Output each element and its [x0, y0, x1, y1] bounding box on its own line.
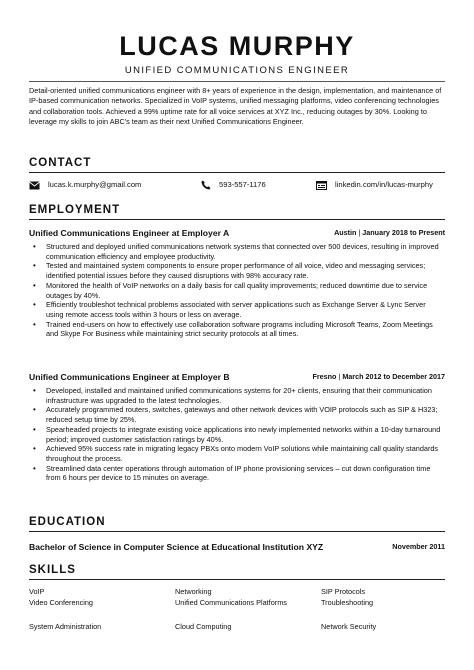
meta-separator: |: [358, 228, 363, 237]
job-entry: [29, 370, 445, 483]
job-bullets: [29, 242, 445, 339]
education-entry: [29, 540, 445, 554]
contact-phone[interactable]: [201, 178, 266, 192]
job-bullet: • Structured and deployed unified communications network systems that connected over 500 devices, resulting in improved communication efficiency and employee productivity.: [29, 242, 445, 261]
job-bullet: • Accurately programmed routers, switches, gateways and other network devices with VOIP protocols such as SIP & H323; reduced setup time by 25%.: [29, 405, 445, 424]
job-bullet: • Spearheaded projects to integrate existing voice applications into newly implemented networks within a 10-day turnaround period; improved customer satisfaction ratings by 40%.: [29, 425, 445, 444]
header-divider: [29, 81, 445, 82]
skill-item: Cloud Computing: [175, 622, 232, 631]
phone-icon: [201, 180, 211, 190]
job-dates: January 2018 to Present: [362, 228, 445, 237]
contact-divider: [29, 172, 445, 173]
job-bullet: • Tested and maintained system components to ensure proper performance of all voice, video and messaging services; identified potential issues before they caused disruptions with 98% accuracy rate.: [29, 261, 445, 280]
employment-divider: [29, 219, 445, 220]
job-bullet: • Trained end-users on how to effectively use collaboration software programs including Microsoft Teams, Zoom Meetings and Skype For Business while maintaining strict security protocols at all times.: [29, 320, 445, 339]
candidate-name: LUCAS MURPHY: [119, 31, 355, 61]
education-date: November 2011: [392, 542, 445, 551]
candidate-headline: UNIFIED COMMUNICATIONS ENGINEER: [124, 65, 350, 76]
skill-item: Network Security: [321, 622, 377, 631]
job-meta: [312, 370, 445, 384]
job-location: Austin: [334, 228, 357, 237]
job-bullet: • Developed, installed and maintained unified communications systems for 20+ clients, ensuring that their communication infrastructure was upgraded to the latest technologies.: [29, 386, 445, 405]
job-bullet: • Achieved 95% success rate in migrating legacy PBXs onto modern VoIP solutions while maintaining call quality standards throughout the process.: [29, 444, 445, 463]
contact-section-title: CONTACT: [29, 157, 92, 169]
job-header: [29, 370, 445, 384]
education-divider: [29, 531, 445, 532]
skill-item: VoIP: [29, 587, 45, 596]
email-icon: [29, 181, 40, 190]
contact-email[interactable]: [29, 178, 141, 192]
job-meta: [334, 226, 445, 240]
linkedin-icon: [316, 180, 327, 190]
skills-section-title: SKILLS: [29, 564, 76, 576]
job-bullet: • Streamlined data center operations through automation of IP phone provisioning services – cut down configuration time from 6 hours per device to 15 minutes on average.: [29, 464, 445, 483]
meta-separator: |: [338, 372, 343, 381]
education-section-title: EDUCATION: [29, 516, 106, 528]
contact-row: [29, 178, 445, 192]
job-entry: [29, 226, 445, 339]
skill-item: Video Conferencing: [29, 598, 93, 607]
job-location: Fresno: [312, 372, 337, 381]
job-title: Unified Communications Engineer at Employer B: [29, 372, 230, 382]
skill-item: Networking: [175, 587, 212, 596]
job-title: Unified Communications Engineer at Employer A: [29, 228, 230, 238]
skill-item: SIP Protocols: [321, 587, 366, 596]
job-header: [29, 226, 445, 240]
skill-item: Unified Communications Platforms: [175, 598, 287, 607]
email-text: lucas.k.murphy@gmail.com: [48, 180, 142, 189]
education-degree: Bachelor of Science in Computer Science at Educational Institution XYZ: [29, 542, 324, 552]
employment-section-title: EMPLOYMENT: [29, 204, 121, 216]
linkedin-text: linkedin.com/in/lucas-murphy: [335, 180, 433, 189]
contact-linkedin[interactable]: [316, 178, 433, 192]
phone-text: 593-557-1176: [219, 180, 266, 189]
job-dates: March 2012 to December 2017: [342, 372, 445, 381]
job-bullets: [29, 386, 445, 483]
job-bullet: • Monitored the health of VoIP networks on a daily basis for call quality improvements; reduced downtime due to service outages by 40%.: [29, 281, 445, 300]
skill-item: System Administration: [29, 622, 102, 631]
skill-item: Troubleshooting: [321, 598, 374, 607]
summary-paragraph: Detail-oriented unified communications engineer with 8+ years of experience in the design, implementation, and maintenance of IP-based communication networks. Specialized in VoIP systems, unified messaging platforms, video conferencing technologies and collaboration tools. Achieved a 99% uptime rate for all voice services at XYZ Inc., reducing outages by 30%. Looking to leverage my skills to join ABC's team as their next Unified Communications Engineer.: [29, 86, 442, 126]
job-bullet: • Efficiently troubleshot technical problems associated with server applications such as Exchange Server & Lync Server using remote access tools within 3 hours or less on average.: [29, 300, 445, 319]
skills-divider: [29, 579, 445, 580]
